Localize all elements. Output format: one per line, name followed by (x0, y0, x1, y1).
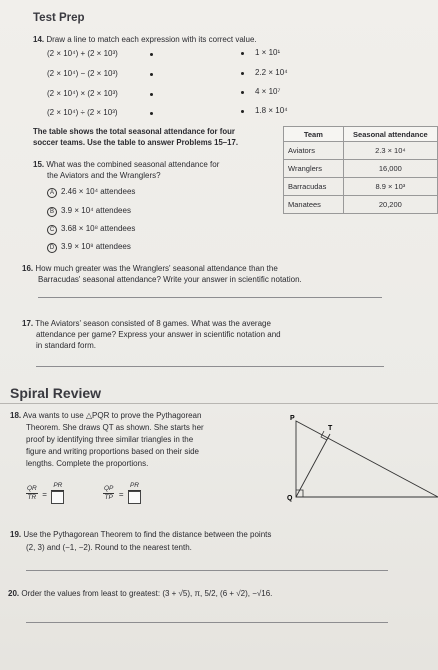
expression-3[interactable]: (2 × 10⁴) × (2 × 10³) (47, 89, 118, 98)
team-cell: Wranglers (284, 160, 344, 178)
answer-line[interactable] (38, 297, 382, 298)
attendance-cell: 8.9 × 10³ (343, 178, 437, 196)
choice-letter-circle[interactable]: D (47, 243, 57, 253)
table-header-row (284, 127, 438, 142)
choice-letter-circle[interactable]: C (47, 225, 57, 235)
table-row (284, 142, 438, 160)
expression-4[interactable]: (2 × 10⁴) ÷ (2 × 10³) (47, 108, 118, 117)
question-number: 17. (22, 319, 34, 328)
match-dot[interactable] (241, 91, 244, 94)
team-cell: Barracudas (284, 178, 344, 196)
attendance-table (283, 126, 438, 214)
question-number: 15. (33, 160, 45, 169)
denominator: TR (27, 493, 37, 501)
equals-sign: = (42, 490, 47, 500)
fraction (128, 482, 141, 504)
question-18-line-5: lengths. Complete the proportions. (26, 459, 149, 468)
match-dot[interactable] (241, 72, 244, 75)
question-number: 14. (33, 35, 45, 44)
answer-line[interactable] (26, 622, 388, 623)
equals-sign: = (118, 490, 124, 500)
team-cell: Aviators (284, 142, 344, 160)
table-row (284, 178, 438, 196)
spiral-review-heading: Spiral Review (10, 385, 102, 401)
table-row (284, 160, 438, 178)
value-4[interactable]: 1.8 × 10⁴ (255, 106, 288, 115)
match-dot[interactable] (150, 73, 153, 76)
proportion-2 (103, 482, 141, 504)
match-dot[interactable] (241, 52, 244, 55)
match-dot[interactable] (241, 110, 244, 113)
question-17-line-2: attendance per game? Express your answer in scientific notation and (36, 330, 281, 339)
answer-choice-b[interactable] (47, 206, 131, 217)
vertex-label-p: P (290, 415, 295, 422)
column-header: Team (284, 127, 344, 142)
question-16-line-2: Barracudas' seasonal attendance? Write your answer in scientific notation. (38, 275, 302, 284)
question-17-line-3: in standard form. (36, 341, 97, 350)
answer-box[interactable] (51, 491, 64, 504)
answer-box[interactable] (128, 491, 141, 504)
choice-text: 3.9 × 10⁸ attendees (61, 242, 131, 251)
question-text: How much greater was the Wranglers' seasonal attendance than the (35, 264, 278, 273)
attendance-cell: 2.3 × 10⁴ (343, 142, 437, 160)
team-cell: Manatees (284, 196, 344, 214)
question-text: Order the values from least to greatest: (3 + √5), π, 5/2, (6 + √2), −√16. (21, 589, 273, 598)
choice-text: 2.46 × 10⁴ attendees (61, 187, 136, 196)
question-number: 16. (22, 264, 34, 273)
expression-1[interactable]: (2 × 10⁴) + (2 × 10³) (47, 49, 118, 58)
section-title: Test Prep (33, 12, 85, 24)
triangle-pqr-figure (284, 412, 438, 507)
question-number: 18. (10, 411, 22, 420)
fraction (51, 482, 64, 504)
vertex-label-q: Q (287, 495, 293, 502)
denominator: TP (104, 493, 113, 501)
answer-choice-d[interactable] (47, 242, 131, 253)
answer-choice-a[interactable] (47, 187, 135, 198)
triangle-outline (296, 421, 438, 497)
section-divider (0, 403, 438, 404)
question-18-line-2: Theorem. She draws QT as shown. She starts her (26, 423, 204, 432)
value-1[interactable]: 1 × 10¹ (255, 48, 281, 57)
table-intro-line-2: soccer teams. Use the table to answer Problems 15–17. (33, 138, 238, 147)
attendance-cell: 20,200 (343, 196, 437, 214)
table-row (284, 196, 438, 214)
choice-letter-circle[interactable]: B (47, 207, 57, 217)
question-17-line-1 (22, 319, 271, 329)
question-15-line-2: the Aviators and the Wranglers? (47, 171, 161, 180)
question-text: What was the combined seasonal attendance for (46, 160, 220, 169)
question-number: 20. (8, 589, 20, 598)
choice-text: 3.68 × 10⁸ attendees (61, 224, 136, 233)
fraction (26, 485, 38, 502)
question-text: The Aviators' season consisted of 8 games. What was the average (35, 319, 271, 328)
choice-letter-circle[interactable]: A (47, 188, 57, 198)
column-header: Seasonal attendance (343, 127, 437, 142)
match-dot[interactable] (150, 112, 153, 115)
value-2[interactable]: 2.2 × 10⁴ (255, 68, 288, 77)
attendance-cell: 16,000 (343, 160, 437, 178)
answer-choice-c[interactable] (47, 224, 135, 235)
match-dot[interactable] (150, 93, 153, 96)
question-18-line-4: figure and writing proportions based on their side (26, 447, 199, 456)
choice-text: 3.9 × 10⁴ attendees (61, 206, 131, 215)
question-16-line-1 (22, 264, 278, 274)
question-19-line-2: (2, 3) and (−1, −2). Round to the nearest tenth. (26, 543, 192, 552)
question-number: 19. (10, 530, 22, 539)
fraction (103, 485, 114, 502)
numerator: QR (27, 484, 37, 492)
answer-line[interactable] (36, 366, 384, 367)
question-text: Ava wants to use △PQR to prove the Pythagorean (22, 411, 202, 420)
table-intro-line-1: The table shows the total seasonal attendance for four (33, 127, 235, 136)
altitude-qt (296, 434, 330, 497)
numerator: PR (129, 482, 139, 489)
numerator: QP (104, 484, 114, 492)
question-14-prompt (33, 35, 257, 45)
match-dot[interactable] (150, 53, 153, 56)
proportion-1 (26, 482, 64, 504)
value-3[interactable]: 4 × 10⁷ (255, 87, 281, 96)
expression-2[interactable]: (2 × 10⁴) − (2 × 10³) (47, 69, 118, 78)
question-text: Draw a line to match each expression with its correct value. (46, 35, 257, 44)
question-15-line-1 (33, 160, 219, 170)
numerator: PR (53, 482, 63, 489)
answer-line[interactable] (26, 570, 388, 571)
question-19-line-1 (10, 530, 271, 540)
question-18-line-1 (10, 411, 201, 421)
vertex-label-t: T (328, 425, 333, 432)
question-18-line-3: proof by identifying three similar triangles in the (26, 435, 194, 444)
question-text: Use the Pythagorean Theorem to find the distance between the points (23, 530, 272, 539)
question-20 (8, 589, 272, 599)
